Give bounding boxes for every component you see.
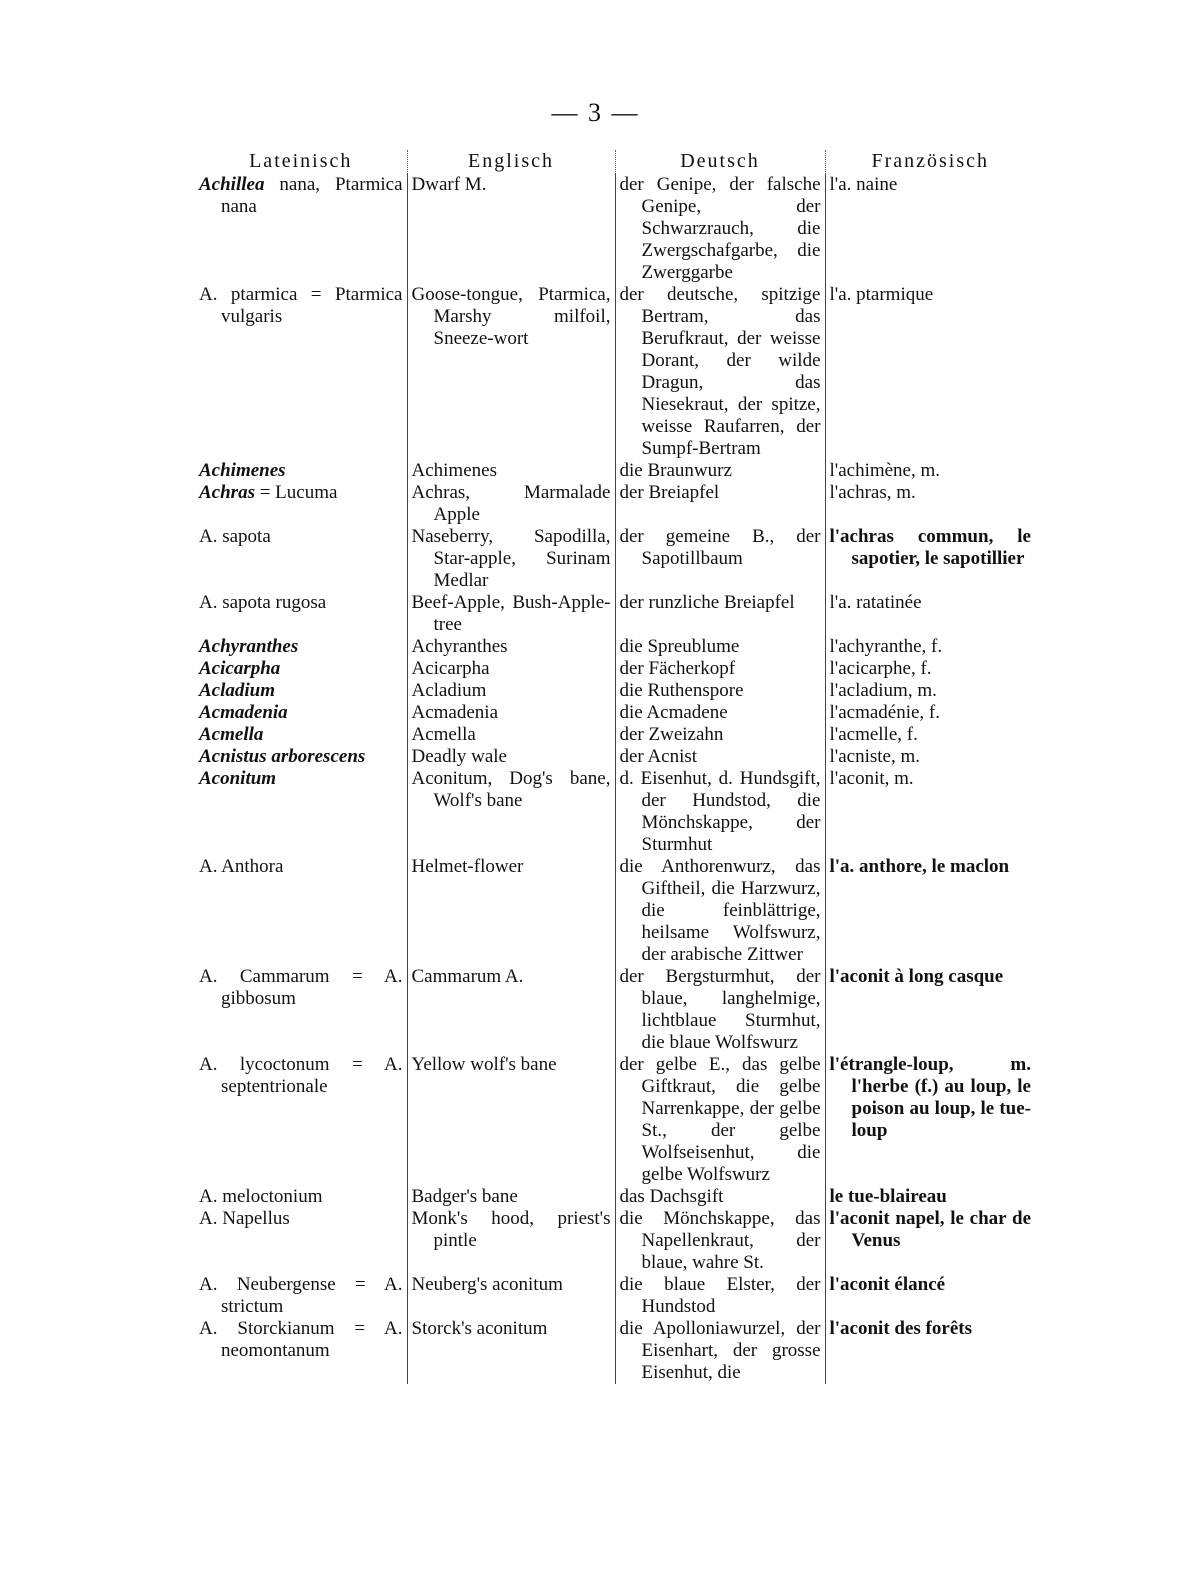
cell-english-text: Storck's aconitum <box>411 1318 548 1339</box>
cell-french <box>825 1054 1035 1186</box>
cell-german <box>615 526 825 592</box>
cell-english <box>407 1208 615 1274</box>
cell-german-text: der Fächerkopf <box>619 658 736 679</box>
cell-french-text: l'acicarphe, f. <box>829 658 932 679</box>
cell-german <box>615 1054 825 1186</box>
cell-french <box>825 1318 1035 1384</box>
cell-french <box>825 592 1035 636</box>
cell-english <box>407 746 615 768</box>
header-latin: Lateinisch <box>195 150 407 174</box>
cell-english-text: Achras, Marmalade Apple <box>411 482 611 525</box>
cell-german <box>615 636 825 658</box>
cell-french-text: l'aconit élancé <box>829 1274 946 1295</box>
latin-genus: Achillea <box>199 174 265 195</box>
cell-latin <box>195 768 407 856</box>
table-row <box>195 636 1035 658</box>
cell-french-text: l'acmelle, f. <box>829 724 918 745</box>
cell-french <box>825 284 1035 460</box>
latin-genus: Achyranthes <box>199 636 299 657</box>
cell-french-text: l'achras commun, le sapotier, le sapotillier <box>829 526 1031 569</box>
latin-name: A. Neubergense = A. strictum <box>199 1274 403 1317</box>
cell-german <box>615 768 825 856</box>
cell-english-text: Acicarpha <box>411 658 490 679</box>
latin-name: = Lucuma <box>259 482 338 503</box>
cell-latin <box>195 746 407 768</box>
latin-name: A. ptarmica = Ptarmica vulgaris <box>199 284 403 327</box>
cell-english <box>407 856 615 966</box>
cell-english-text: Cammarum A. <box>411 966 524 987</box>
cell-french-text: l'aconit, m. <box>829 768 914 789</box>
cell-french-text: l'aconit à long casque <box>829 966 1004 987</box>
cell-latin <box>195 1318 407 1384</box>
cell-latin <box>195 724 407 746</box>
cell-german <box>615 680 825 702</box>
cell-latin <box>195 460 407 482</box>
table-row <box>195 526 1035 592</box>
cell-french <box>825 702 1035 724</box>
cell-english <box>407 592 615 636</box>
cell-french-text: l'achyranthe, f. <box>829 636 943 657</box>
table-row <box>195 1054 1035 1186</box>
cell-french-text: l'étrangle-loup, m. l'herbe (f.) au loup, le poison au loup, le tue-loup <box>829 1054 1031 1141</box>
cell-french-text: l'aconit des forêts <box>829 1318 972 1339</box>
table-row <box>195 482 1035 526</box>
latin-name: A. Cammarum = A. gibbosum <box>199 966 403 1009</box>
cell-latin <box>195 702 407 724</box>
entries <box>195 174 1035 1384</box>
table-row <box>195 658 1035 680</box>
cell-english-text: Neuberg's aconitum <box>411 1274 563 1295</box>
cell-french <box>825 724 1035 746</box>
table-row <box>195 702 1035 724</box>
cell-german <box>615 746 825 768</box>
latin-genus: Acnistus arborescens <box>199 746 366 767</box>
cell-latin <box>195 526 407 592</box>
latin-name: A. Napellus <box>199 1208 290 1229</box>
cell-german <box>615 658 825 680</box>
cell-german <box>615 174 825 284</box>
cell-german-text: der gemeine B., der Sapotillbaum <box>619 526 821 569</box>
cell-latin <box>195 658 407 680</box>
cell-english-text: Acmella <box>411 724 476 745</box>
latin-genus: Acmadenia <box>199 702 288 723</box>
cell-french <box>825 1186 1035 1208</box>
cell-english <box>407 482 615 526</box>
cell-english <box>407 1054 615 1186</box>
cell-english-text: Yellow wolf's bane <box>411 1054 557 1075</box>
table-row <box>195 1274 1035 1318</box>
cell-english-text: Dwarf M. <box>411 174 487 195</box>
latin-genus: Aconitum <box>199 768 277 789</box>
cell-german-text: der Acnist <box>619 746 698 767</box>
latin-name: A. Anthora <box>199 856 284 877</box>
cell-german-text: die Acmadene <box>619 702 728 723</box>
cell-german <box>615 482 825 526</box>
cell-german-text: die Apolloniawurzel, der Eisenhart, der grosse Eisenhut, die <box>619 1318 821 1383</box>
cell-latin <box>195 1274 407 1318</box>
cell-french <box>825 768 1035 856</box>
cell-german <box>615 284 825 460</box>
cell-german-text: der Genipe, der falsche Genipe, der Schwarzrauch, die Zwergschafgarbe, die Zwerggarbe <box>619 174 821 283</box>
latin-name: A. sapota <box>199 526 271 547</box>
cell-french <box>825 636 1035 658</box>
cell-french <box>825 526 1035 592</box>
cell-german-text: der gelbe E., das gelbe Giftkraut, die gelbe Narrenkappe, der gelbe St., der gelbe Wolfseisenhut, die gelbe Wolfswurz <box>619 1054 821 1185</box>
latin-name: A. Storckianum = A. neomontanum <box>199 1318 403 1361</box>
cell-german <box>615 1274 825 1318</box>
cell-english-text: Acladium <box>411 680 487 701</box>
cell-english-text: Naseberry, Sapodilla, Star-apple, Surinam Medlar <box>411 526 611 591</box>
cell-latin <box>195 1208 407 1274</box>
latin-genus: Achras <box>199 482 255 503</box>
cell-english <box>407 1318 615 1384</box>
cell-english-text: Beef-Apple, Bush-Apple-tree <box>411 592 611 635</box>
cell-latin <box>195 636 407 658</box>
cell-french <box>825 1208 1035 1274</box>
cell-french-text: l'a. ratatinée <box>829 592 922 613</box>
table-row <box>195 1208 1035 1274</box>
cell-english <box>407 174 615 284</box>
latin-genus: Acladium <box>199 680 276 701</box>
cell-french <box>825 746 1035 768</box>
cell-german-text: der Breiapfel <box>619 482 720 503</box>
cell-french-text: l'a. ptarmique <box>829 284 934 305</box>
cell-english <box>407 284 615 460</box>
cell-latin <box>195 856 407 966</box>
cell-english <box>407 636 615 658</box>
cell-english-text: Aconitum, Dog's bane, Wolf's bane <box>411 768 611 811</box>
cell-german-text: die Mönchskappe, das Napellenkraut, der blaue, wahre St. <box>619 1208 821 1273</box>
cell-latin <box>195 680 407 702</box>
cell-german <box>615 1318 825 1384</box>
cell-german-text: der Bergsturmhut, der blaue, langhelmige, lichtblaue Sturmhut, die blaue Wolfswurz <box>619 966 821 1053</box>
cell-german <box>615 1186 825 1208</box>
cell-french <box>825 856 1035 966</box>
table-row <box>195 284 1035 460</box>
cell-german <box>615 460 825 482</box>
table-row <box>195 746 1035 768</box>
header-german: Deutsch <box>615 150 825 174</box>
cell-german-text: die blaue Elster, der Hundstod <box>619 1274 821 1317</box>
cell-french-text: l'acmadénie, f. <box>829 702 941 723</box>
table-row <box>195 592 1035 636</box>
cell-french-text: l'achras, m. <box>829 482 916 503</box>
cell-latin <box>195 1054 407 1186</box>
cell-english <box>407 658 615 680</box>
cell-german <box>615 966 825 1054</box>
cell-french-text: le tue-blaireau <box>829 1186 947 1207</box>
dictionary-table <box>195 150 1035 1384</box>
cell-german-text: d. Eisenhut, d. Hundsgift, der Hundstod, die Mönchskappe, der Sturmhut <box>619 768 821 855</box>
cell-german <box>615 856 825 966</box>
cell-german-text: der deutsche, spitzige Bertram, das Berufkraut, der weisse Dorant, der wilde Dragun, das Niesekraut, der spitze, weisse Raufarren, der Sumpf-Bertram <box>619 284 821 459</box>
cell-german-text: der Zweizahn <box>619 724 724 745</box>
cell-english <box>407 1186 615 1208</box>
cell-latin <box>195 482 407 526</box>
latin-genus: Acicarpha <box>199 658 281 679</box>
cell-german <box>615 592 825 636</box>
cell-french <box>825 966 1035 1054</box>
header-row <box>195 150 1035 174</box>
cell-english <box>407 724 615 746</box>
table-row <box>195 174 1035 284</box>
cell-german-text: die Braunwurz <box>619 460 732 481</box>
cell-english <box>407 768 615 856</box>
cell-german-text: die Anthorenwurz, das Giftheil, die Harzwurz, die feinblättrige, heilsame Wolfswurz, der arabische Zittwer <box>619 856 821 965</box>
latin-name: A. lycoctonum = A. septentrionale <box>199 1054 403 1097</box>
cell-english <box>407 702 615 724</box>
table-row <box>195 1318 1035 1384</box>
cell-english <box>407 460 615 482</box>
cell-latin <box>195 284 407 460</box>
table-row <box>195 966 1035 1054</box>
cell-english <box>407 680 615 702</box>
cell-french <box>825 174 1035 284</box>
cell-german <box>615 702 825 724</box>
cell-latin <box>195 1186 407 1208</box>
cell-french <box>825 658 1035 680</box>
cell-english-text: Goose-tongue, Ptarmica, Marshy milfoil, Sneeze-wort <box>411 284 611 349</box>
cell-french-text: l'achimène, m. <box>829 460 941 481</box>
table-row <box>195 724 1035 746</box>
latin-genus: Acmella <box>199 724 264 745</box>
cell-english <box>407 526 615 592</box>
cell-french <box>825 482 1035 526</box>
cell-french <box>825 1274 1035 1318</box>
latin-name: nana, Ptarmica nana <box>221 174 403 217</box>
cell-german <box>615 724 825 746</box>
latin-genus: Achimenes <box>199 460 286 481</box>
cell-english <box>407 1274 615 1318</box>
cell-french-text: l'acladium, m. <box>829 680 937 701</box>
latin-name: A. sapota rugosa <box>199 592 327 613</box>
cell-english-text: Monk's hood, priest's pintle <box>411 1208 611 1251</box>
header-french: Französisch <box>871 150 990 172</box>
page-number: — 3 — <box>551 98 640 127</box>
cell-english-text: Achimenes <box>411 460 497 481</box>
cell-french-text: l'acniste, m. <box>829 746 920 767</box>
table-row <box>195 1186 1035 1208</box>
cell-latin <box>195 592 407 636</box>
cell-english-text: Helmet-flower <box>411 856 524 877</box>
table-row <box>195 856 1035 966</box>
header-english: Englisch <box>407 150 615 174</box>
cell-french-text: l'aconit napel, le char de Venus <box>829 1208 1031 1251</box>
table-row <box>195 680 1035 702</box>
table-row <box>195 768 1035 856</box>
cell-english-text: Deadly wale <box>411 746 507 767</box>
cell-german-text: die Spreublume <box>619 636 740 657</box>
cell-french <box>825 460 1035 482</box>
latin-name: A. meloctonium <box>199 1186 323 1207</box>
cell-latin <box>195 174 407 284</box>
cell-german <box>615 1208 825 1274</box>
cell-french-text: l'a. anthore, le maclon <box>829 856 1010 877</box>
cell-latin <box>195 966 407 1054</box>
cell-german-text: das Dachsgift <box>619 1186 724 1207</box>
cell-english-text: Achyranthes <box>411 636 508 657</box>
cell-english-text: Badger's bane <box>411 1186 518 1207</box>
cell-french-text: l'a. naine <box>829 174 898 195</box>
cell-english <box>407 966 615 1054</box>
cell-english-text: Acmadenia <box>411 702 499 723</box>
cell-german-text: der runzliche Breiapfel <box>619 592 795 613</box>
cell-german-text: die Ruthenspore <box>619 680 744 701</box>
cell-french <box>825 680 1035 702</box>
table-row <box>195 460 1035 482</box>
